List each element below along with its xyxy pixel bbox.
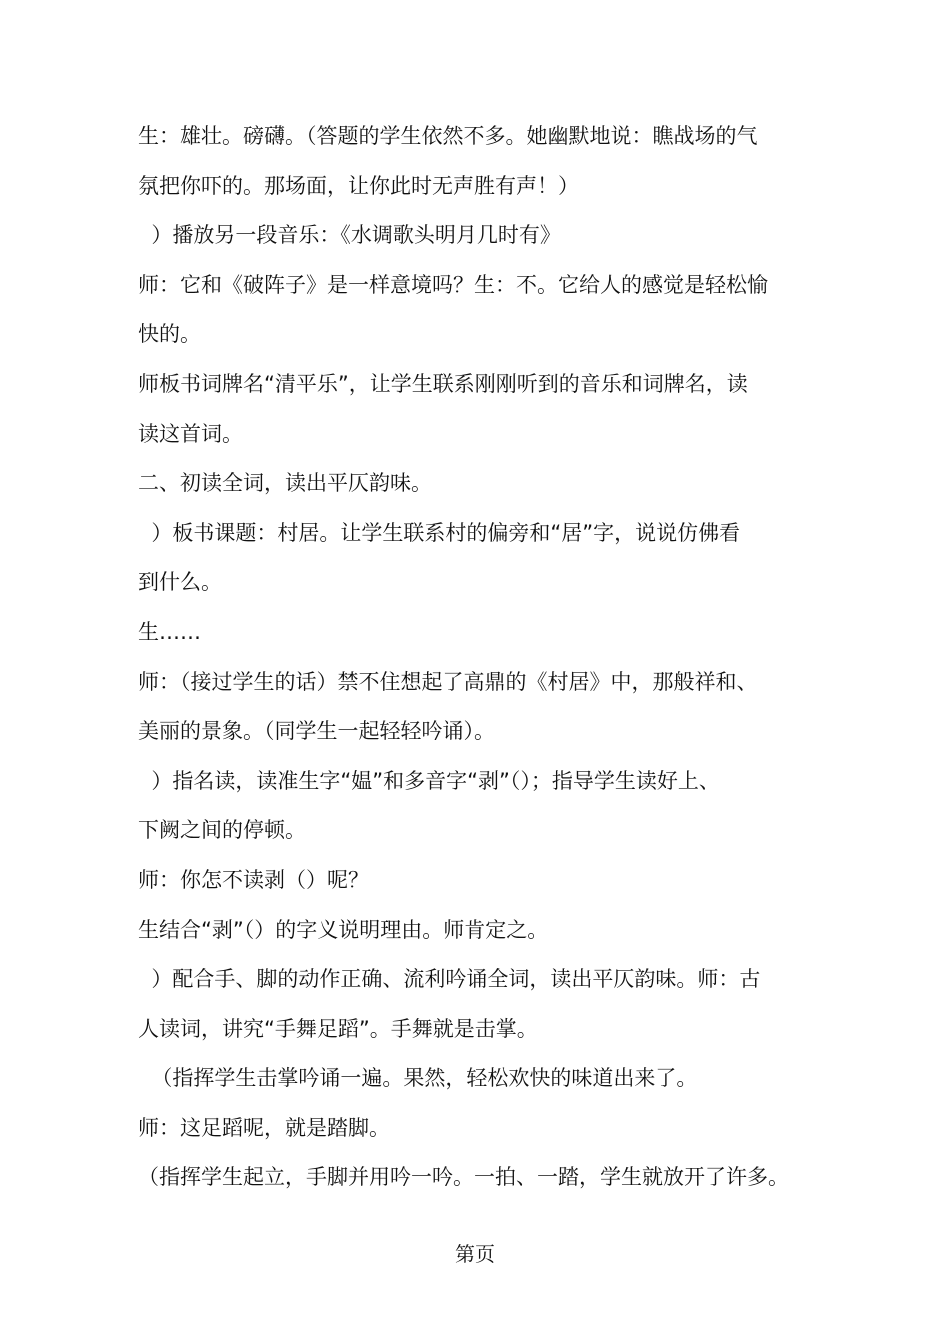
text-line: 氛把你吓的。那场面，让你此时无声胜有声！） bbox=[138, 173, 579, 198]
text-line: （指挥学生起立，手脚并用吟一吟。一拍、一踏，学生就放开了许多。 bbox=[138, 1165, 789, 1190]
text-line: 到什么。 bbox=[138, 570, 222, 595]
page-footer: 第页 bbox=[455, 1242, 495, 1266]
text-line: 美丽的景象。（同学生一起轻轻吟诵）。 bbox=[138, 719, 495, 744]
text-line: 师：（接过学生的话）禁不住想起了高鼎的《村居》中，那般祥和、 bbox=[138, 669, 758, 694]
document-body bbox=[138, 112, 838, 1203]
text-line: 生…… bbox=[138, 619, 201, 644]
text-line: 快的。 bbox=[138, 322, 201, 347]
text-line: 生结合“剥”（）的字义说明理由。师肯定之。 bbox=[138, 917, 549, 942]
text-line: 师：这足蹈呢，就是踏脚。 bbox=[138, 1115, 390, 1140]
text-line: 师：你怎不读剥（）呢？ bbox=[138, 867, 369, 892]
text-line: ）指名读，读准生字“媪”和多音字“剥”（）；指导学生读好上、 bbox=[138, 768, 720, 793]
section-heading: 二、初读全词，读出平仄韵味。 bbox=[138, 471, 432, 496]
text-line: 人读词，讲究“手舞足蹈”。手舞就是击掌。 bbox=[138, 1016, 538, 1041]
text-line: 读这首词。 bbox=[138, 421, 243, 446]
text-line: ）配合手、脚的动作正确、流利吟诵全词，读出平仄韵味。师：古 bbox=[138, 967, 761, 992]
text-line: 生：雄壮。磅礴。（答题的学生依然不多。她幽默地说：瞧战场的气 bbox=[138, 124, 758, 148]
text-line: 师：它和《破阵子》是一样意境吗？生：不。它给人的感觉是轻松愉 bbox=[138, 272, 768, 297]
text-line: 师板书词牌名“清平乐”，让学生联系刚刚听到的音乐和词牌名，读 bbox=[138, 371, 748, 396]
text-line: ）播放另一段音乐：《水调歌头明月几时有》 bbox=[138, 223, 561, 248]
text-line: 下阙之间的停顿。 bbox=[138, 818, 306, 843]
text-line: （指挥学生击掌吟诵一遍。果然，轻松欢快的味道出来了。 bbox=[138, 1066, 698, 1091]
text-line: ）板书课题：村居。让学生联系村的偏旁和“居”字，说说仿佛看 bbox=[138, 520, 741, 545]
